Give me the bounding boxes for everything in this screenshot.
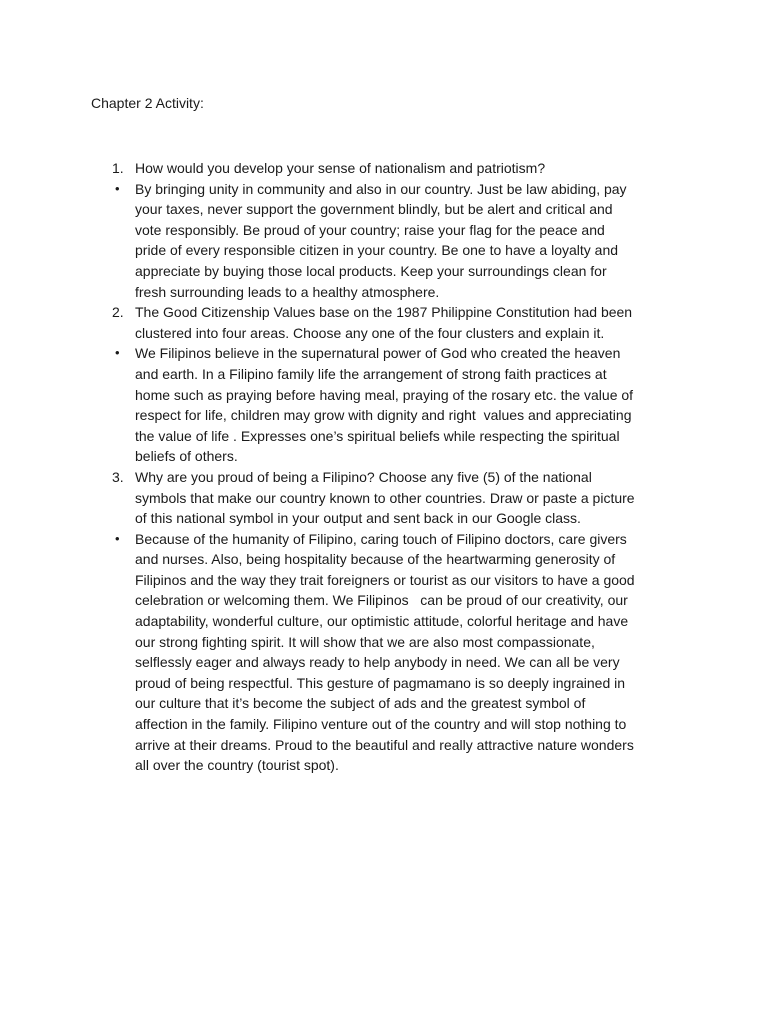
- text-line: our culture that it’s become the subject of ads and the greatest symbol of: [135, 695, 586, 712]
- list-number: 1.: [112, 160, 124, 176]
- text-line: Filipinos and the way they trait foreigners or tourist as our visitors to have a good: [135, 571, 635, 588]
- answer-1: [0, 179, 680, 303]
- answer-2: [0, 343, 680, 467]
- bullet-icon: •: [115, 345, 120, 361]
- bullet-icon: •: [115, 530, 120, 546]
- text-line: proud of being respectful. This gesture of pagmamano is so deeply ingrained in: [135, 674, 626, 691]
- text-line: appreciate by buying those local products. Keep your surroundings clean for: [135, 262, 607, 279]
- text-line: adaptability, wonderful culture, our optimistic attitude, colorful heritage and have: [135, 613, 629, 630]
- text-line: beliefs of others.: [135, 448, 238, 465]
- question-2: [0, 302, 680, 343]
- text-line: celebration or welcoming them. We Filipinos can be proud of our creativity, our: [135, 592, 628, 609]
- text-line: fresh surrounding leads to a healthy atmosphere.: [135, 283, 440, 300]
- text-line: clustered into four areas. Choose any one of the four clusters and explain it.: [135, 324, 605, 341]
- list-number: 2.: [112, 304, 124, 321]
- text-line: your taxes, never support the government blindly, but be alert and critical and: [135, 201, 613, 218]
- list-number: 3.: [112, 468, 124, 485]
- text-line: symbols that make our country known to other countries. Draw or paste a picture: [135, 489, 635, 506]
- answer-3: [0, 529, 680, 776]
- question-3: [0, 467, 680, 529]
- text-line: We Filipinos believe in the supernatural power of God who created the heaven: [135, 345, 621, 362]
- text-line: Why are you proud of being a Filipino? Choose any five (5) of the national: [135, 468, 592, 485]
- activity-list: [0, 158, 768, 776]
- text-line: By bringing unity in community and also in our country. Just be law abiding, pay: [135, 180, 627, 197]
- text-line: How would you develop your sense of nationalism and patriotism?: [135, 160, 546, 176]
- text-line: pride of every responsible citizen in your country. Be one to have a loyalty and: [135, 242, 619, 259]
- text-line: respect for life, children may grow with dignity and right values and appreciating: [135, 407, 632, 424]
- text-line: affection in the family. Filipino venture out of the country and will stop nothing to: [135, 716, 627, 733]
- text-line: Because of the humanity of Filipino, caring touch of Filipino doctors, care givers: [135, 530, 627, 547]
- text-line: the value of life . Expresses one’s spiritual beliefs while respecting the spiritual: [135, 427, 620, 444]
- text-line: and earth. In a Filipino family life the arrangement of strong faith practices at: [135, 365, 607, 382]
- question-1: [0, 158, 680, 179]
- text-line: our strong fighting spirit. It will show that we are also most compassionate,: [135, 633, 595, 650]
- text-line: all over the country (tourist spot).: [135, 757, 339, 774]
- text-line: and nurses. Also, being hospitality because of the heartwarming generosity of: [135, 551, 616, 568]
- text-line: of this national symbol in your output and sent back in our Google class.: [135, 510, 581, 527]
- document-title: Chapter 2 Activity:: [91, 95, 204, 111]
- text-line: selflessly eager and always ready to help anybody in need. We can all be very: [135, 654, 620, 671]
- text-line: home such as praying before having meal, praying of the rosary etc. the value of: [135, 386, 634, 403]
- text-line: The Good Citizenship Values base on the 1987 Philippine Constitution had been: [135, 304, 633, 321]
- text-line: vote responsibly. Be proud of your country; raise your flag for the peace and: [135, 221, 605, 238]
- bullet-icon: •: [115, 180, 120, 196]
- text-line: arrive at their dreams. Proud to the beautiful and really attractive nature wonders: [135, 736, 634, 753]
